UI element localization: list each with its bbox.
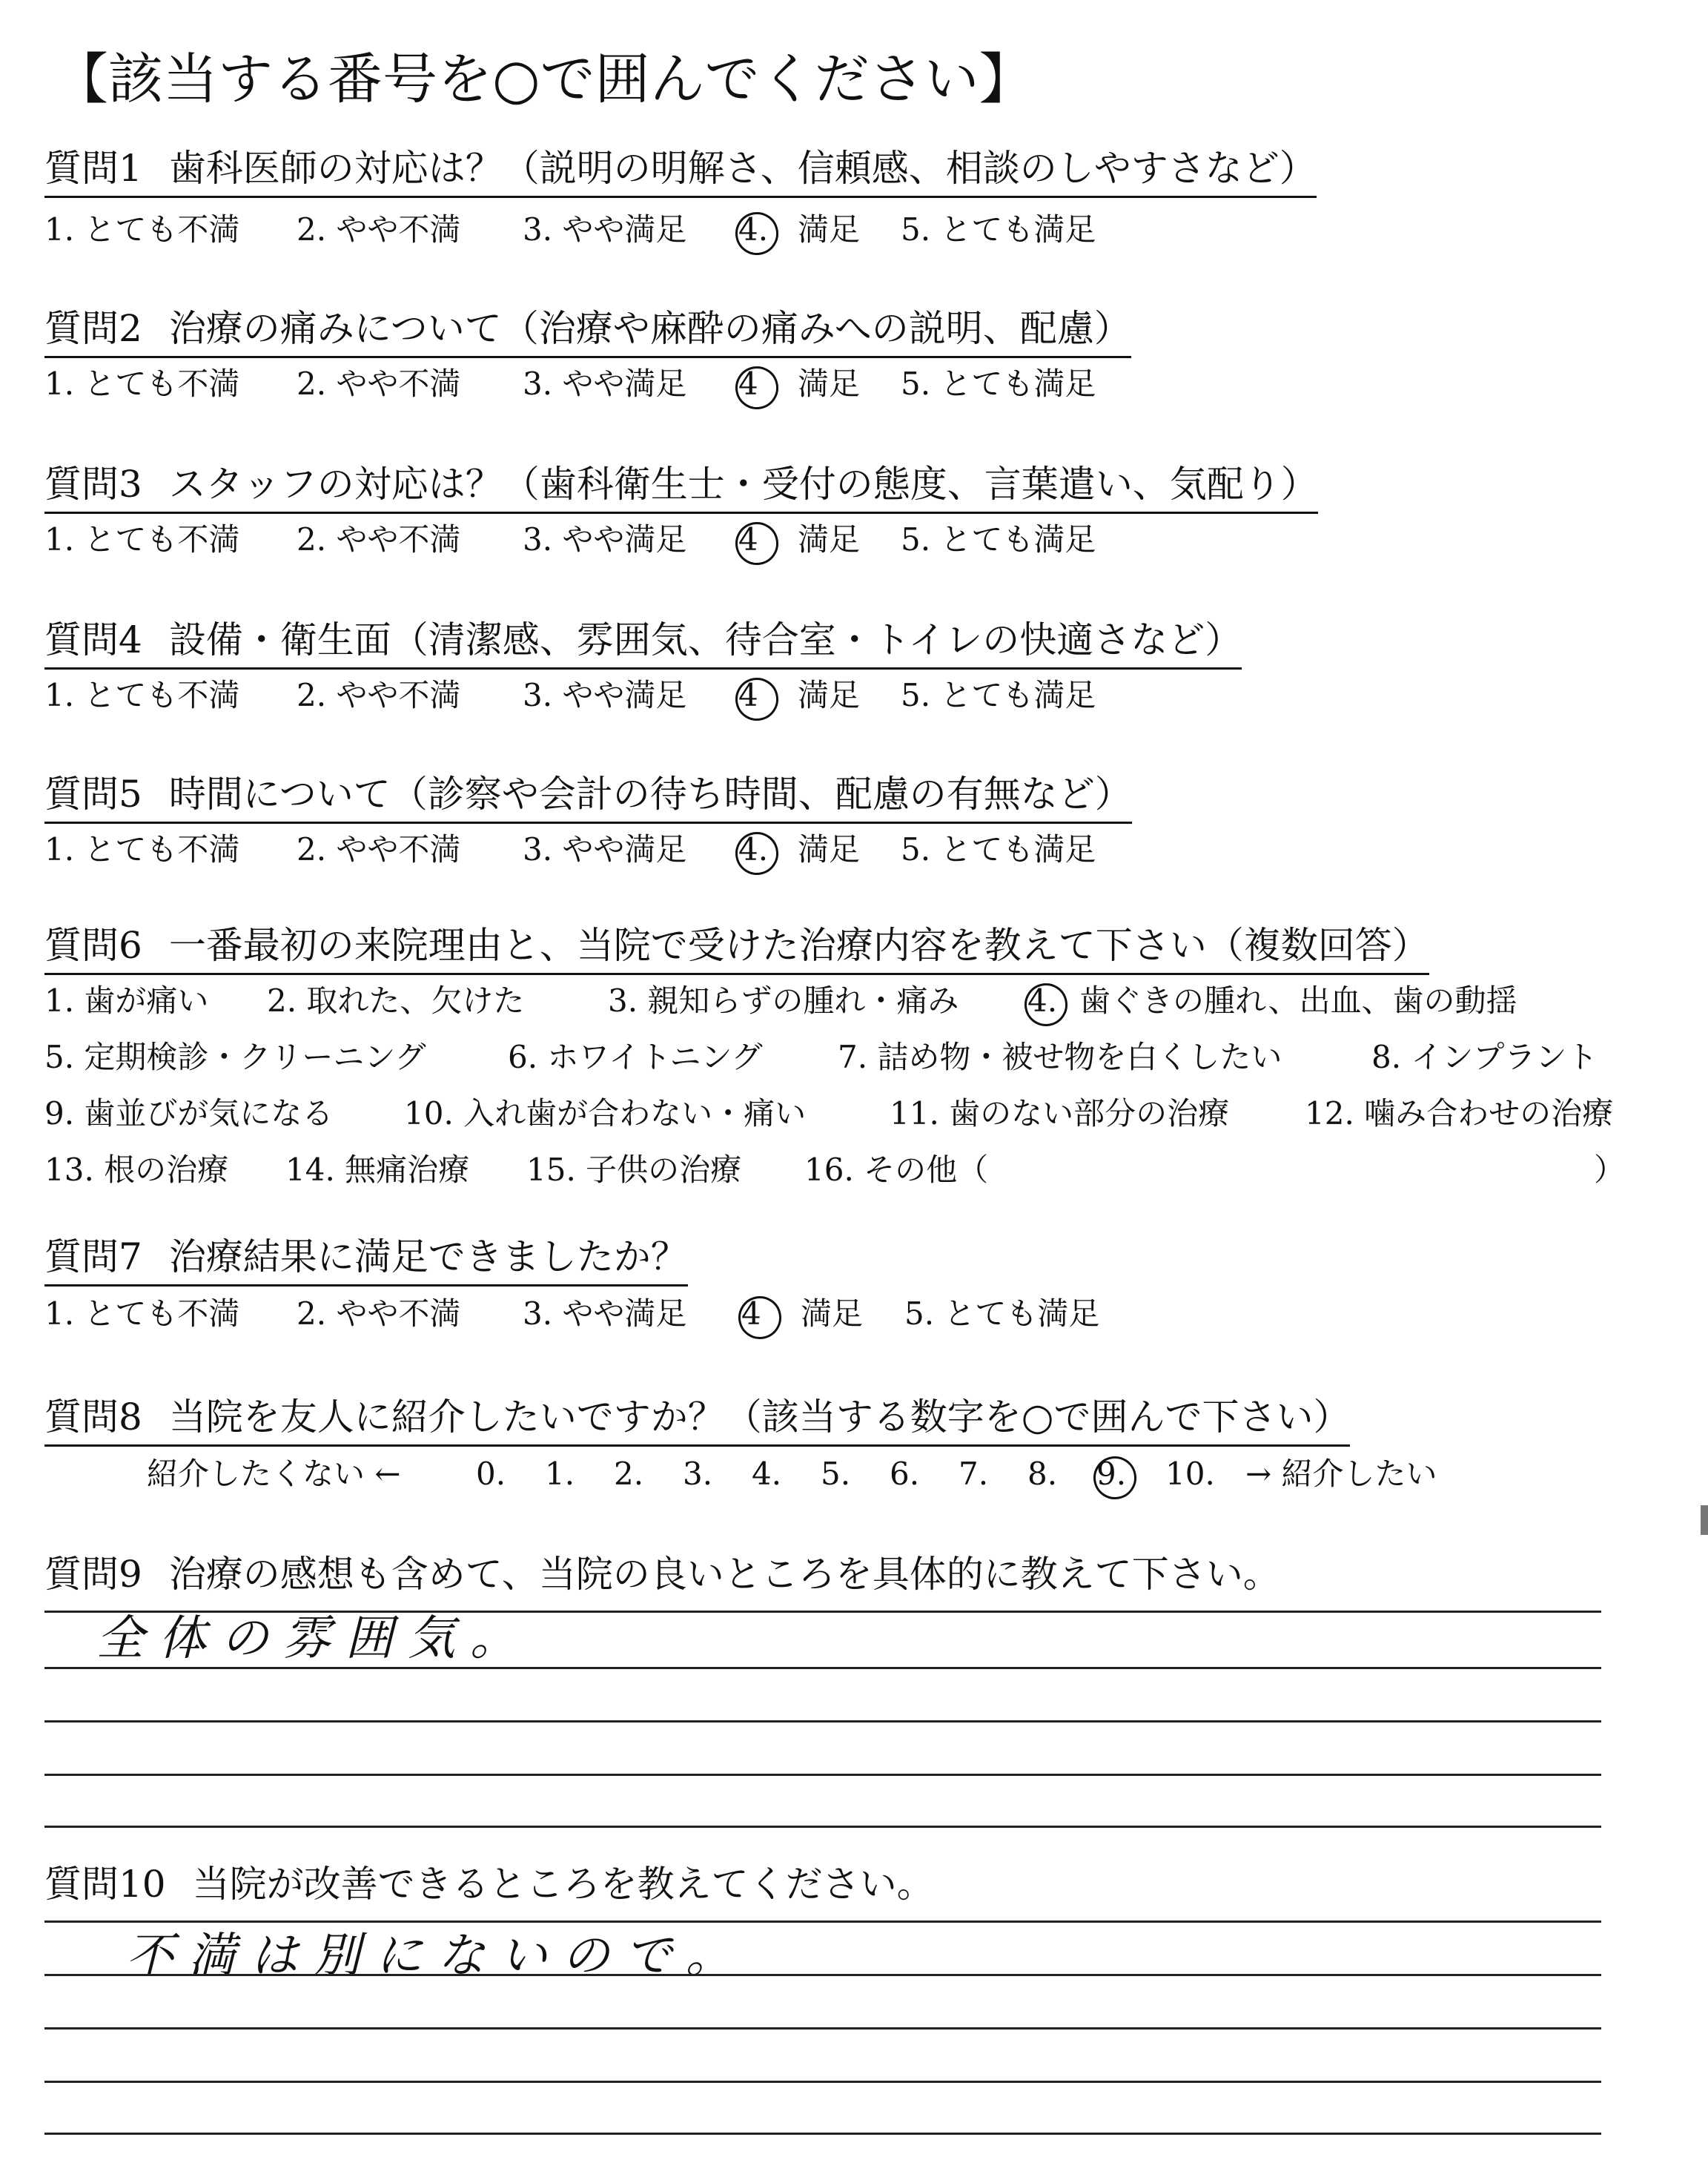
option-2[interactable]: 2. やや不満 <box>297 1295 461 1332</box>
question-2 <box>44 305 1131 358</box>
option-2[interactable]: 2. やや不満 <box>297 677 461 713</box>
scale-right-label: → 紹介したい <box>1245 1456 1437 1492</box>
reason-option-4-selected[interactable]: 4. <box>1027 980 1057 1022</box>
option-4-label: 満足 <box>798 677 861 713</box>
reason-option-8[interactable]: 8. インプラント <box>1371 1039 1598 1075</box>
option-1[interactable]: 1. とても不満 <box>44 1295 240 1332</box>
scale-option-7[interactable]: 7. <box>959 1456 989 1492</box>
question-text: 当院が改善できるところを教えてください。 <box>192 1863 934 1906</box>
option-1[interactable]: 1. とても不満 <box>44 366 240 402</box>
option-2[interactable]: 2. やや不満 <box>297 366 461 402</box>
reason-option-11[interactable]: 11. 歯のない部分の治療 <box>890 1095 1230 1132</box>
option-2[interactable]: 2. やや不満 <box>297 831 461 868</box>
question-number: 質問7 <box>44 1235 142 1278</box>
question-text: 時間について（診察や会計の待ち時間、配慮の有無など） <box>168 773 1132 816</box>
option-3[interactable]: 3. やや満足 <box>523 521 687 558</box>
question-number: 質問5 <box>44 773 142 816</box>
option-1[interactable]: 1. とても不満 <box>44 521 240 558</box>
scale-option-10[interactable]: 10. <box>1165 1456 1215 1492</box>
option-4-selected[interactable]: 4. <box>738 829 768 871</box>
scale-option-6[interactable]: 6. <box>890 1456 920 1492</box>
option-4-selected[interactable]: 4 <box>738 519 758 561</box>
question-number: 質問3 <box>44 463 142 506</box>
answer-line <box>44 1774 1601 1776</box>
question-8 <box>44 1394 1350 1447</box>
reason-option-4-label: 歯ぐきの腫れ、出血、歯の動揺 <box>1079 982 1517 1019</box>
question-text: 治療の感想も含めて、当院の良いところを具体的に教えて下さい。 <box>168 1553 1280 1596</box>
reason-option-15[interactable]: 15. 子供の治療 <box>526 1152 742 1188</box>
option-3[interactable]: 3. やや満足 <box>523 366 687 402</box>
reason-option-1[interactable]: 1. 歯が痛い <box>44 982 209 1019</box>
reason-option-14[interactable]: 14. 無痛治療 <box>285 1152 470 1188</box>
reason-option-2[interactable]: 2. 取れた、欠けた <box>267 982 525 1019</box>
answer-line <box>44 1826 1601 1828</box>
page-edge-mark <box>1701 1505 1708 1535</box>
question-number: 質問9 <box>44 1553 142 1596</box>
option-1[interactable]: 1. とても不満 <box>44 211 240 248</box>
option-2[interactable]: 2. やや不満 <box>297 521 461 558</box>
question-text: 治療結果に満足できましたか？ <box>168 1235 688 1278</box>
question-text: 歯科医師の対応は？（説明の明解さ、信頼感、相談のしやすさなど） <box>168 147 1317 190</box>
option-5[interactable]: 5. とても満足 <box>901 831 1096 868</box>
option-1[interactable]: 1. とても不満 <box>44 831 240 868</box>
option-4-label: 満足 <box>798 831 861 868</box>
question-number: 質問8 <box>44 1396 142 1439</box>
scale-option-8[interactable]: 8. <box>1027 1456 1058 1492</box>
option-4-selected[interactable]: 4 <box>738 363 758 405</box>
option-4-selected[interactable]: 4 <box>738 675 758 716</box>
survey-title: 【該当する番号を○で囲んでください】 <box>53 47 1034 111</box>
reason-option-13[interactable]: 13. 根の治療 <box>44 1152 229 1188</box>
reason-option-7[interactable]: 7. 詰め物・被せ物を白くしたい <box>838 1039 1282 1075</box>
option-5[interactable]: 5. とても満足 <box>901 211 1096 248</box>
option-4-label: 満足 <box>798 521 861 558</box>
question-10 <box>44 1861 934 1912</box>
scale-option-3[interactable]: 3. <box>683 1456 713 1492</box>
scale-option-9-selected[interactable]: 9. <box>1096 1453 1126 1495</box>
question-1 <box>44 145 1317 198</box>
scale-option-5[interactable]: 5. <box>821 1456 851 1492</box>
answer-line <box>44 2027 1601 2029</box>
option-5[interactable]: 5. とても満足 <box>901 521 1096 558</box>
question-number: 質問6 <box>44 924 142 967</box>
reason-option-16[interactable]: 16. その他（ <box>804 1152 989 1188</box>
scale-option-2[interactable]: 2. <box>614 1456 644 1492</box>
reason-option-12[interactable]: 12. 噛み合わせの治療 <box>1305 1095 1614 1132</box>
question-number: 質問10 <box>44 1863 166 1906</box>
reason-option-6[interactable]: 6. ホワイトニング <box>508 1039 763 1075</box>
option-2[interactable]: 2. やや不満 <box>297 211 461 248</box>
question-number: 質問1 <box>44 147 142 190</box>
other-paren-close: ） <box>1594 1152 1626 1188</box>
answer-line <box>44 1667 1601 1669</box>
reason-option-10[interactable]: 10. 入れ歯が合わない・痛い <box>404 1095 807 1132</box>
answer-line <box>44 1920 1601 1923</box>
scale-left-label: 紹介したくない ← <box>147 1456 401 1492</box>
answer-line <box>44 1720 1601 1723</box>
reason-option-3[interactable]: 3. 親知らずの腫れ・痛み <box>608 982 959 1019</box>
option-4-selected[interactable]: 4. <box>738 209 768 251</box>
option-5[interactable]: 5. とても満足 <box>901 366 1096 402</box>
question-number: 質問2 <box>44 307 142 350</box>
question-text: 治療の痛みについて（治療や麻酔の痛みへの説明、配慮） <box>168 307 1131 350</box>
option-3[interactable]: 3. やや満足 <box>523 831 687 868</box>
reason-option-5[interactable]: 5. 定期検診・クリーニング <box>44 1039 426 1075</box>
option-3[interactable]: 3. やや満足 <box>523 677 687 713</box>
option-4-label: 満足 <box>798 366 861 402</box>
question-4 <box>44 617 1242 670</box>
question-text: 当院を友人に紹介したいですか？（該当する数字を○で囲んで下さい） <box>168 1396 1351 1439</box>
scale-option-1[interactable]: 1. <box>545 1456 575 1492</box>
option-4-label: 満足 <box>801 1295 864 1332</box>
option-4-selected[interactable]: 4 <box>741 1293 761 1335</box>
option-1[interactable]: 1. とても不満 <box>44 677 240 713</box>
question-5 <box>44 771 1132 824</box>
question-3 <box>44 461 1318 514</box>
question-9 <box>44 1551 1280 1602</box>
question-text: スタッフの対応は？（歯科衛生士・受付の態度、言葉遣い、気配り） <box>168 463 1318 506</box>
scale-option-0[interactable]: 0. <box>476 1456 506 1492</box>
option-3[interactable]: 3. やや満足 <box>523 211 687 248</box>
answer-line <box>44 2133 1601 2135</box>
option-3[interactable]: 3. やや満足 <box>523 1295 687 1332</box>
scale-option-4[interactable]: 4. <box>752 1456 782 1492</box>
answer-line <box>44 2081 1601 2083</box>
question-7 <box>44 1234 688 1287</box>
option-4-label: 満足 <box>798 211 861 248</box>
handwritten-answer-q9[interactable]: 全体の雰囲気。 <box>96 1611 532 1666</box>
question-number: 質問4 <box>44 618 142 661</box>
option-5[interactable]: 5. とても満足 <box>901 677 1096 713</box>
reason-option-9[interactable]: 9. 歯並びが気になる <box>44 1095 334 1132</box>
question-text: 設備・衛生面（清潔感、雰囲気、待合室・トイレの快適さなど） <box>168 618 1242 661</box>
option-5[interactable]: 5. とても満足 <box>904 1295 1100 1332</box>
handwritten-answer-q10[interactable]: 不満は別にないので。 <box>126 1929 748 1984</box>
answer-line <box>44 1974 1601 1976</box>
question-6 <box>44 922 1429 975</box>
question-text: 一番最初の来院理由と、当院で受けた治療内容を教えて下さい（複数回答） <box>168 924 1429 967</box>
